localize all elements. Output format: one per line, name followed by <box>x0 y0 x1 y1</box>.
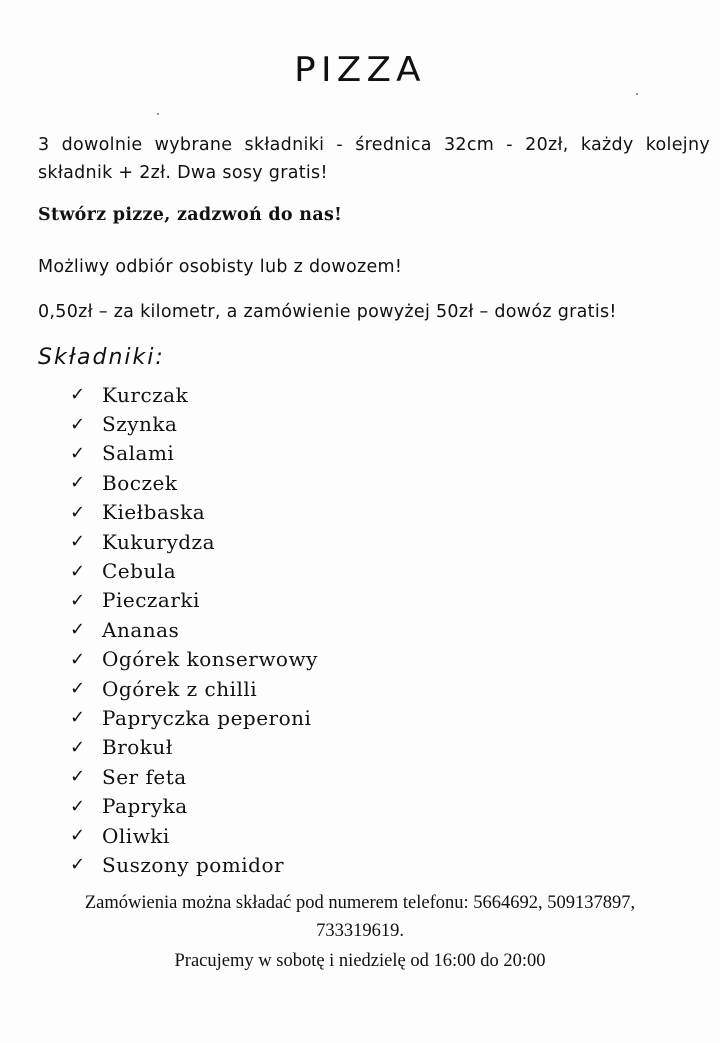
ingredient-item <box>70 703 318 732</box>
ingredient-item <box>70 556 318 585</box>
ingredient-label: Ogórek z chilli <box>102 676 258 701</box>
scan-speck <box>636 93 638 95</box>
checkmark-icon: ✓ <box>70 648 86 670</box>
ingredient-label: Pieczarki <box>102 588 200 613</box>
ingredient-item <box>70 850 318 879</box>
delivery-info: 0,50zł – za kilometr, a zamówienie powyżej 50zł – dowóz gratis! <box>38 302 617 322</box>
offer-paragraph: 3 dowolnie wybrane składniki - średnica 32cm - 20zł, każdy kolejny składnik + 2zł. Dwa sosy gratis! <box>38 135 710 183</box>
checkmark-icon: ✓ <box>70 589 86 611</box>
ingredient-item <box>70 821 318 850</box>
ingredient-item <box>70 615 318 644</box>
ingredient-item <box>70 468 318 497</box>
order-phone-line-continued: 733319619. <box>316 921 404 941</box>
ingredient-label: Ogórek konserwowy <box>102 647 318 672</box>
checkmark-icon: ✓ <box>70 560 86 582</box>
checkmark-icon: ✓ <box>70 854 86 876</box>
ingredients-heading: Składniki: <box>38 345 165 370</box>
ingredient-label: Ananas <box>102 617 180 642</box>
ingredient-item <box>70 733 318 762</box>
ingredient-item <box>70 586 318 615</box>
pickup-info: Możliwy odbiór osobisty lub z dowozem! <box>38 257 403 277</box>
checkmark-icon: ✓ <box>70 472 86 494</box>
ingredients-list <box>70 380 318 880</box>
ingredient-item <box>70 762 318 791</box>
ingredient-label: Kukurydza <box>102 529 216 554</box>
checkmark-icon: ✓ <box>70 531 86 553</box>
ingredient-label: Kurczak <box>102 382 189 407</box>
checkmark-icon: ✓ <box>70 825 86 847</box>
checkmark-icon: ✓ <box>70 795 86 817</box>
checkmark-icon: ✓ <box>70 766 86 788</box>
checkmark-icon: ✓ <box>70 736 86 758</box>
opening-hours: Pracujemy w sobotę i niedzielę od 16:00 do 20:00 <box>174 951 546 971</box>
ingredient-label: Cebula <box>102 559 177 584</box>
ingredient-item <box>70 409 318 438</box>
ingredient-item <box>70 674 318 703</box>
checkmark-icon: ✓ <box>70 413 86 435</box>
ingredient-label: Suszony pomidor <box>102 852 285 877</box>
checkmark-icon: ✓ <box>70 442 86 464</box>
ingredient-label: Oliwki <box>102 823 170 848</box>
ingredient-item <box>70 645 318 674</box>
ingredient-label: Ser feta <box>102 764 187 789</box>
ingredient-item <box>70 527 318 556</box>
checkmark-icon: ✓ <box>70 619 86 641</box>
checkmark-icon: ✓ <box>70 384 86 406</box>
checkmark-icon: ✓ <box>70 678 86 700</box>
ingredient-label: Papryczka peperoni <box>102 705 312 730</box>
call-to-action: Stwórz pizze, zadzwoń do nas! <box>38 205 343 225</box>
ingredient-item <box>70 380 318 409</box>
ingredient-label: Kiełbaska <box>102 500 206 525</box>
ingredient-item <box>70 791 318 820</box>
checkmark-icon: ✓ <box>70 707 86 729</box>
ingredient-label: Boczek <box>102 470 178 495</box>
page-title: PIZZA <box>294 50 426 90</box>
ingredient-label: Papryka <box>102 794 188 819</box>
ingredient-label: Szynka <box>102 412 178 437</box>
scan-speck <box>157 113 159 115</box>
ingredient-label: Brokuł <box>102 735 173 760</box>
ingredient-label: Salami <box>102 441 175 466</box>
ingredient-item <box>70 439 318 468</box>
order-phone-line: Zamówienia można składać pod numerem telefonu: 5664692, 509137897, <box>84 893 636 913</box>
checkmark-icon: ✓ <box>70 501 86 523</box>
ingredient-item <box>70 498 318 527</box>
